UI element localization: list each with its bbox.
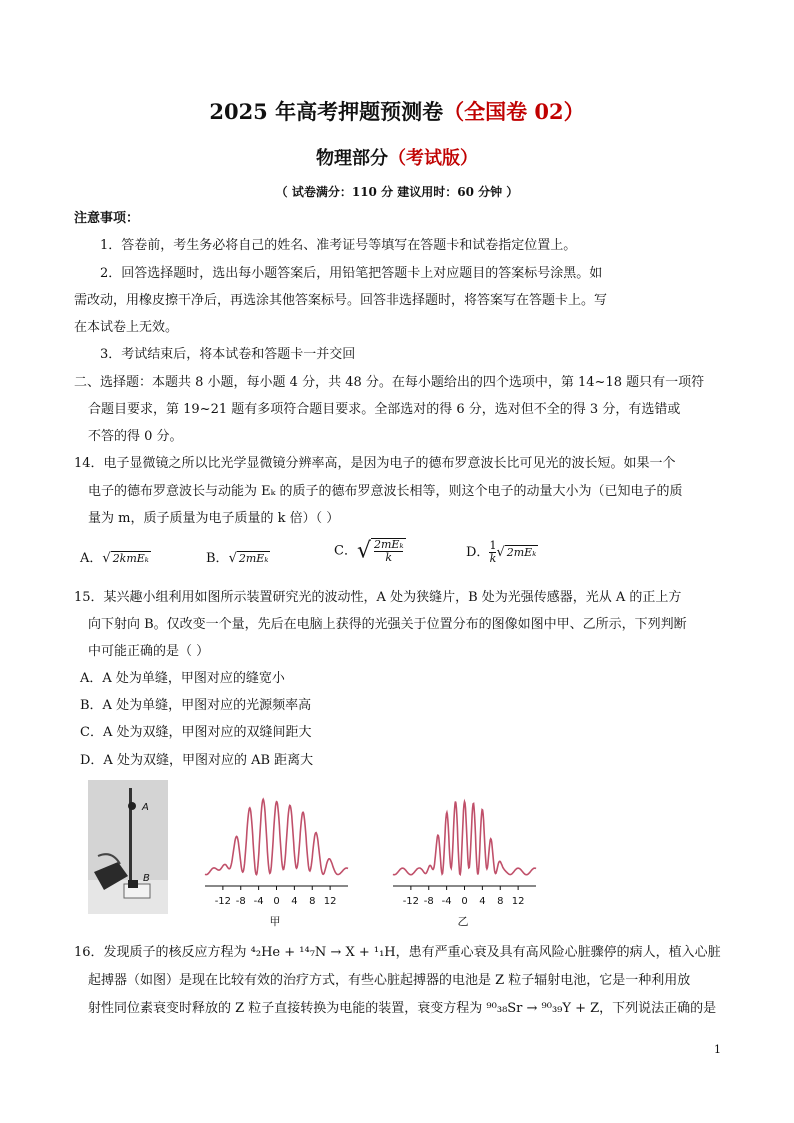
chart-jia-caption: 甲 bbox=[269, 915, 281, 928]
notice-item-2-line-2: 需改动，用橡皮擦干净后，再选涂其他答案标号。回答非选择题时，将答案写在答题卡上。写 bbox=[74, 293, 608, 308]
q14-option-d-label: D． bbox=[466, 545, 490, 560]
chart-jia-tick-label-6: 12 bbox=[323, 896, 337, 907]
chart-yi-curve bbox=[393, 802, 536, 875]
apparatus-photo bbox=[88, 780, 168, 914]
notice-item-2-line-1: 2．回答选择题时，选出每小题答案后，用铅笔把答题卡上对应题目的答案标号涂黑。如 bbox=[100, 266, 603, 281]
paper-subtitle bbox=[0, 144, 794, 170]
chart-yi-tick-label-3: 0 bbox=[461, 896, 468, 907]
q14-line-1: 14．电子显微镜之所以比光学显微镜分辨率高，是因为电子的德布罗意波长比可见光的波长短。如果一个 bbox=[74, 456, 676, 471]
q14-option-d-den: k bbox=[489, 552, 497, 565]
chart-jia-tick-label-5: 8 bbox=[309, 896, 316, 907]
q14-option-a-expr: 2kmEₖ bbox=[112, 552, 149, 565]
chart-yi-tick-label-5: 8 bbox=[497, 896, 504, 907]
section-line-3: 不答的得 0 分。 bbox=[88, 429, 183, 444]
q14-option-d: D． $\frac{1}{k}$ √ 2mEₖ bbox=[466, 539, 537, 565]
q14-option-c-num: 2mEₖ bbox=[373, 538, 404, 551]
chart-jia-curve bbox=[205, 799, 348, 874]
page-number: 1 bbox=[714, 1043, 721, 1056]
chart-jia-tick-label-3: 0 bbox=[273, 896, 280, 907]
notice-item-1: 1．答卷前，考生务必将自己的姓名、准考证号等填写在答题卡和试卷指定位置上。 bbox=[100, 238, 577, 253]
q15-line-3: 中可能正确的是（ ） bbox=[88, 644, 210, 659]
q14-line-2: 电子的德布罗意波长与动能为 Eₖ 的质子的德布罗意波长相等，则这个电子的动量大小为（已知电子的质 bbox=[88, 484, 683, 499]
q14-option-b: B．√ 2mEₖ bbox=[206, 551, 269, 566]
subtitle-red: （考试版） bbox=[388, 148, 478, 169]
q15-option-b: B．A 处为单缝，甲图对应的光源频率高 bbox=[80, 698, 312, 713]
q15-line-1: 15．某兴趣小组利用如图所示装置研究光的波动性，A 处为狭缝片，B 处为光强传感器，光从 A 的正上方 bbox=[74, 590, 682, 605]
chart-jia-tick-label-1: -8 bbox=[235, 896, 246, 907]
q16-line-2: 起搏器（如图）是现在比较有效的治疗方式，有些心脏起搏器的电池是 Z 粒子辐射电池，它是一种利用放 bbox=[88, 973, 691, 988]
q15-line-2: 向下射向 B。仅改变一个量，先后在电脑上获得的光强关于位置分布的图像如图中甲、乙所示，下列判断 bbox=[88, 617, 687, 632]
title-main: 2025 年高考押题预测卷 bbox=[209, 99, 444, 124]
chart-jia bbox=[200, 782, 350, 930]
title-red: （全国卷 02） bbox=[443, 99, 585, 124]
subtitle-main: 物理部分 bbox=[316, 148, 388, 169]
notice-item-2-line-3: 在本试卷上无效。 bbox=[74, 320, 179, 335]
chart-jia-tick-label-4: 4 bbox=[291, 896, 298, 907]
q14-line-3: 量为 m，质子质量为电子质量的 k 倍）（ ） bbox=[88, 511, 340, 526]
q14-option-d-num: 1 bbox=[489, 539, 497, 552]
q14-option-b-label: B． bbox=[206, 551, 229, 566]
q14-option-a: A．√ 2kmEₖ bbox=[80, 551, 149, 566]
q15-option-c: C．A 处为双缝，甲图对应的双缝间距大 bbox=[80, 725, 312, 740]
chart-yi-tick-label-2: -4 bbox=[441, 896, 452, 907]
q14-option-c-den: k bbox=[385, 551, 393, 564]
chart-yi-ticks bbox=[403, 886, 525, 907]
section-line-1: 二、选择题：本题共 8 小题，每小题 4 分，共 48 分。在每小题给出的四个选项中，第 14~18 题只有一项符 bbox=[74, 375, 705, 390]
photo-label-a: A bbox=[142, 802, 149, 813]
sensor bbox=[128, 880, 138, 888]
notice-heading: 注意事项： bbox=[74, 211, 140, 226]
score-line: （ 试卷满分：110 分 建议用时：60 分钟 ） bbox=[275, 185, 519, 199]
q16-line-1: 16．发现质子的核反应方程为 ⁴₂He + ¹⁴₇N → X + ¹₁H，患有严重心衰及具有高风险心脏骤停的病人，植入心脏 bbox=[74, 945, 721, 960]
q14-option-d-expr: 2mEₖ bbox=[506, 546, 537, 559]
chart-jia-ticks bbox=[215, 886, 337, 907]
chart-yi-tick-label-6: 12 bbox=[511, 896, 525, 907]
q14-option-a-label: A． bbox=[80, 551, 103, 566]
chart-yi-tick-label-4: 4 bbox=[479, 896, 486, 907]
q14-option-b-expr: 2mEₖ bbox=[238, 552, 269, 565]
q15-option-d: D．A 处为双缝，甲图对应的 AB 距离大 bbox=[80, 753, 314, 768]
notice-item-3: 3．考试结束后，将本试卷和答题卡一并交回 bbox=[100, 347, 356, 362]
chart-yi-tick-label-1: -8 bbox=[423, 896, 434, 907]
slit-holder bbox=[128, 802, 136, 810]
q14-option-c-label: C． bbox=[334, 543, 357, 559]
paper-title bbox=[0, 96, 794, 126]
photo-label-b: B bbox=[143, 873, 150, 884]
chart-yi bbox=[388, 782, 538, 930]
chart-jia-tick-label-0: -12 bbox=[214, 896, 232, 907]
section-line-2: 合题目要求，第 19~21 题有多项符合题目要求。全部选对的得 6 分，选对但不全的得 3 分，有选错或 bbox=[88, 402, 681, 417]
chart-jia-tick-label-2: -4 bbox=[253, 896, 264, 907]
q14-option-c: C．√ $\frac{\text{2mEₖ}}{k}$ bbox=[334, 538, 406, 564]
q15-option-a: A．A 处为单缝，甲图对应的缝宽小 bbox=[80, 671, 285, 686]
chart-yi-tick-label-0: -12 bbox=[402, 896, 420, 907]
q16-line-3: 射性同位素衰变时释放的 Z 粒子直接转换为电能的装置，衰变方程为 ⁹⁰₃₈Sr → ⁹⁰₃₉Y + Z，下列说法正确的是 bbox=[88, 1001, 717, 1016]
chart-yi-caption: 乙 bbox=[457, 915, 469, 928]
